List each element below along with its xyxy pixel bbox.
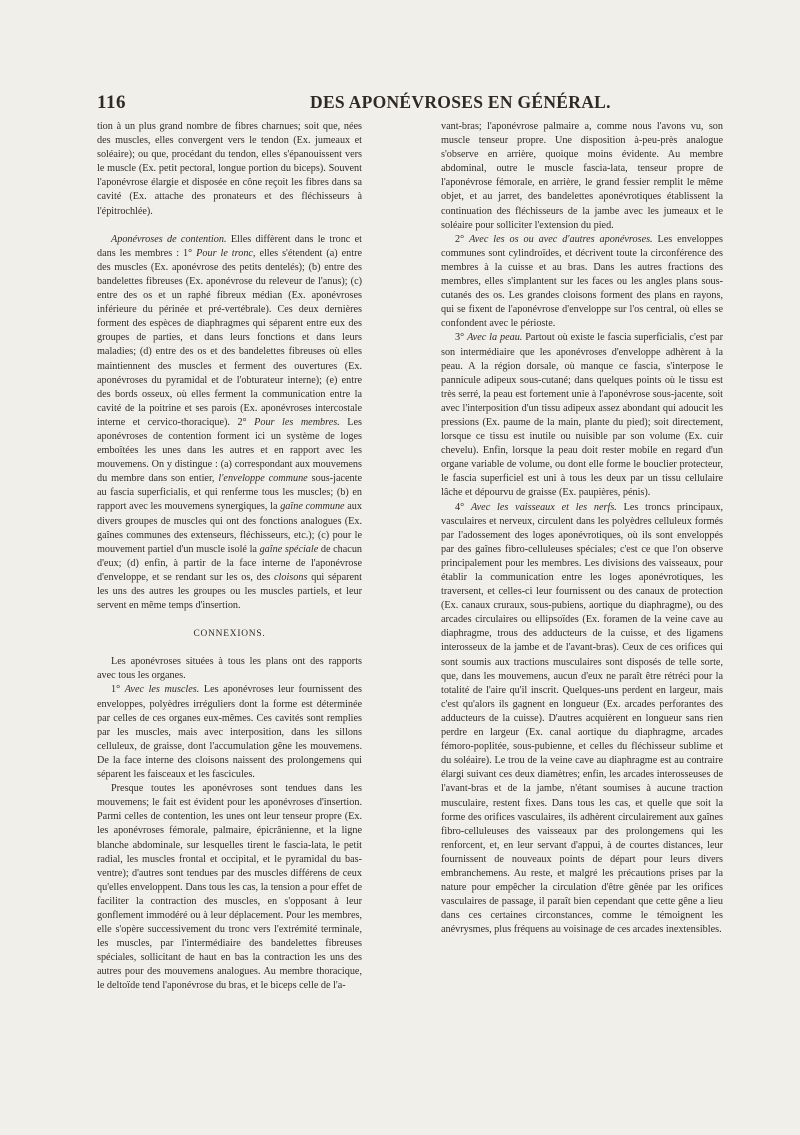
paragraph-bones: 2° Avec les os ou avec d'autres aponévroses. Les enveloppes communes sont cylindroïdes, et décrivent toute la circonférence des membres à la cuisse et au bras. Dans les autres fractions des membres, elles s'implantent sur les faces ou les angles plans sous-cutanés des os. Les grandes cloisons forment des plans en rayons, qui se fixent de l'aponévrose d'enveloppe sur l'os central, où elles se confondent avec le périoste. — [441, 233, 724, 330]
paragraph: tion à un plus grand nombre de fibres charnues; soit que, nées des muscles, elles convergent vers le tendon (Ex. jumeaux et soléaire); ou que, procédant du tendon, elles s'épanouissent vers le muscle (Ex. petit pectoral, longue portion du biceps). Souvent l'aponévrose élargie et disposée en cône reçoit les fibres dans sa cavité (Ex. attache des pronateurs et des fléchisseurs à l'épitrochlée). — [97, 121, 362, 217]
paragraph-muscles: 1° Avec les muscles. Les aponévroses leur fournissent des enveloppes, polyèdres irréguliers dont la forme est déterminée par celles de ces organes eux-mêmes. Ces cavités sont remplies par les muscles, mais avec interposition, dans les sillons celluleux, de graisse, dont l'accumulation gêne les mouvemens. De la face interne des cloisons naissent des prolongemens qui séparent les faisceaux et les fascicules. — [97, 684, 363, 781]
paragraph-skin: 3° Avec la peau. Partout où existe le fascia superficialis, c'est par son intermédiaire que les aponévroses d'enveloppe adhèrent à la peau. A la région dorsale, où manque ce fascia, s'interpose le pannicule adipeux sous-cutané; dans quelques points où le tissu est très serré, la peau est fortement unie à l'aponévrose sous-jacente, soit avec l'interposition d'un tissu adipeux assez abondant qui adoucit les pressions (Ex. paume de la main, plante du pied); soit directement, lorsque ce tissu est inutile ou nuisible par son volume (Ex. cuir chevelu). Enfin, lorsque la peau doit rester mobile en regard d'un organe variable de volume, ou dont elle forme le bouclier protecteur, le fascia superficiel est uni à tous les deux par un tissu cellulaire lâche et dépourvu de graisse (Ex. paupières, pénis). — [441, 332, 723, 499]
page-header — [97, 92, 723, 114]
page-number: 116 — [97, 92, 126, 113]
paragraph-heading: Aponévroses de contention. — [111, 233, 227, 245]
right-column — [441, 120, 723, 937]
section-title: CONNEXIONS. — [193, 629, 266, 640]
running-title: DES APONÉVROSES EN GÉNÉRAL. — [310, 92, 611, 112]
paragraph-contention: Aponévroses de contention. Elles diffèrent dans le tronc et dans les membres : 1° Pour le tronc, elles s'étendent (a) entre des muscles (Ex. aponévrose des petits dentelés); (b) entre des bandelettes fibreuses (Ex. aponévrose du releveur de l'anus); (c) entre des os et un raphé fibreux médian (Ex. aponévroses inférieure du périnée et pré-vertébrale). Ces deux dernières forment des espèces de diaphragmes qui séparent entre eux des groupes de parties, et dans leurs fonctions et dans leurs maladies; (d) entre des os et des bandelettes fibreuses où elles maintiennent des muscles et ferment des ouvertures (Ex. aponévroses du pyramidal et de l'obturateur interne); (e) entre des bords osseux, où elles ferment la communication entre la cavité de la poitrine et ses parois (Ex. aponévroses intercostale interne et cervico-thoracique). 2° Pour les membres. Les aponévroses de contention forment ici un système de loges emboîtées les unes dans les autres et en rapport avec les mouvemens. On y distingue : (a) correspondant aux mouvemens du membre dans son entier, l'enveloppe commune sous-jacente au fascia superficialis, et qui renferme tous les muscles; (b) en rapport avec les mouvemens synergiques, la gaîne commune aux divers groupes de muscles qui ont des fonctions analogues (Ex. gaînes communes des extenseurs, fléchisseurs, etc.); (c) pour le mouvement partiel d'un muscle isolé la gaîne spéciale de chacun d'eux; (d) enfin, à partir de la face interne de l'aponévrose d'enveloppe, et se rendant sur les os, des cloisons qui séparent les uns des autres les groupes ou les muscles partiels, et leur servent en même temps d'insertion. — [97, 233, 363, 612]
paragraph-vessels: 4° Avec les vaisseaux et les nerfs. Les troncs principaux, vasculaires et nerveux, circulent dans les polyèdres celluleux formés par l'adossement des loges aponévrotiques, où ils sont enveloppés par des gaînes fibro-celluleuses spéciales; c'est ce que l'on observe principalement pour les membres. Les divisions des vaisseaux, pour établir la communication entre les loges aponévrotiques, les traversent, et celles-ci leur fournissent ou des canaux de protection (Ex. canaux cruraux, sous-pubiens, aortique du diaphragme), ou des arcades circulaires ou ellipsoïdes (Ex. foramen de la veine cave au diaphragme, trous des adducteurs de la cuisse, et des ligamens interosseux de la jambe et de l'avant-bras). Ceux de ces orifices qui sont soumis aux tractions musculaires sont disposés de telle sorte, que, dans les mouvemens, aucun d'eux ne paraît être rétréci pour la totalité de l'aire qu'il inscrit. Quelques-uns perdent en largeur, mais c'est qu'alors ils gagnent en longueur (Ex. arcades perforantes des adducteurs de la cuisse). D'autres acquièrent en longueur sans rien perdre en largeur (Ex. canal aortique du diaphragme, arcades fémoro-poplitée, sous-pubienne, et celles du fléchisseur sublime et du soléaire). Le trou de la veine cave au diaphragme est au contraire élargi suivant ces deux diamètres; enfin, les arcades interosseuses de l'avant-bras et de la jambe, n'étant soumises à aucune traction musculaire, restent fixes. Dans tous les cas, et quelle que soit la forme des orifices vasculaires, ils adhèrent circulairement aux gaînes fibro-celluleuses des vaisseaux par des prolongemens qui les renforcent, et, en leur servant d'appui, à de courtes distances, leur fournissent de nouveaux points de départ pour leurs divers embranchemens. Au reste, et malgré les précautions prises par la nature pour empêcher la circulation d'être gênée par les orifices vasculaires de passage, il paraît bien cependant que cette gêne a lieu dans ces certaines circonstances, comme le témoignent les anévrysmes, plus fréquens au voisinage de ces arcades inextensibles. — [441, 501, 723, 936]
paragraph: Les aponévroses situées à tous les plans ont des rapports avec tous les organes. — [97, 656, 362, 682]
left-column — [97, 120, 362, 994]
paragraph: Presque toutes les aponévroses sont tendues dans les mouvemens; le fait est évident pour les aponévroses d'insertion. Parmi celles de contention, les unes ont leur tenseur propre (Ex. les aponévroses fémorale, palmaire, épicrânienne, et la ligne blanche abdominale, sur lesquelles tirent le fascia-lata, le petit radial, les muscles frontal et occipital, et le pyramidal du bas-ventre); d'autres sont tendues par des muscles différens de ceux qu'elles enveloppent. Dans tous les cas, la tension a pour effet de faciliter la contraction des muscles, en s'opposant à leur gonflement immodéré ou à leur déplacement. Pour les membres, elle s'opère successivement du tronc vers l'extrémité terminale, les muscles, par l'intermédiaire des bandelettes fibreuses spéciales, sollicitant de haut en bas la contraction les uns des autres pour des mouvemens analogues. Au membre thoracique, le deltoïde tend l'aponévrose du bras, et le biceps celle de l'a- — [97, 783, 362, 992]
paragraph: vant-bras; l'aponévrose palmaire a, comme nous l'avons vu, son muscle tenseur propre. Une disposition à-peu-près analogue s'observe en arrière, quoique moins évidente. Au membre abdominal, outre le muscle fascia-lata, tenseur propre de l'aponévrose fémorale, en arrière, le grand fessier remplit le même objet, et au jarret, des bandelettes aponévrotiques établissent la continuation des fléchisseurs de la jambe avec les jumeaux et le soléaire pour solliciter l'extension du pied. — [441, 121, 723, 231]
